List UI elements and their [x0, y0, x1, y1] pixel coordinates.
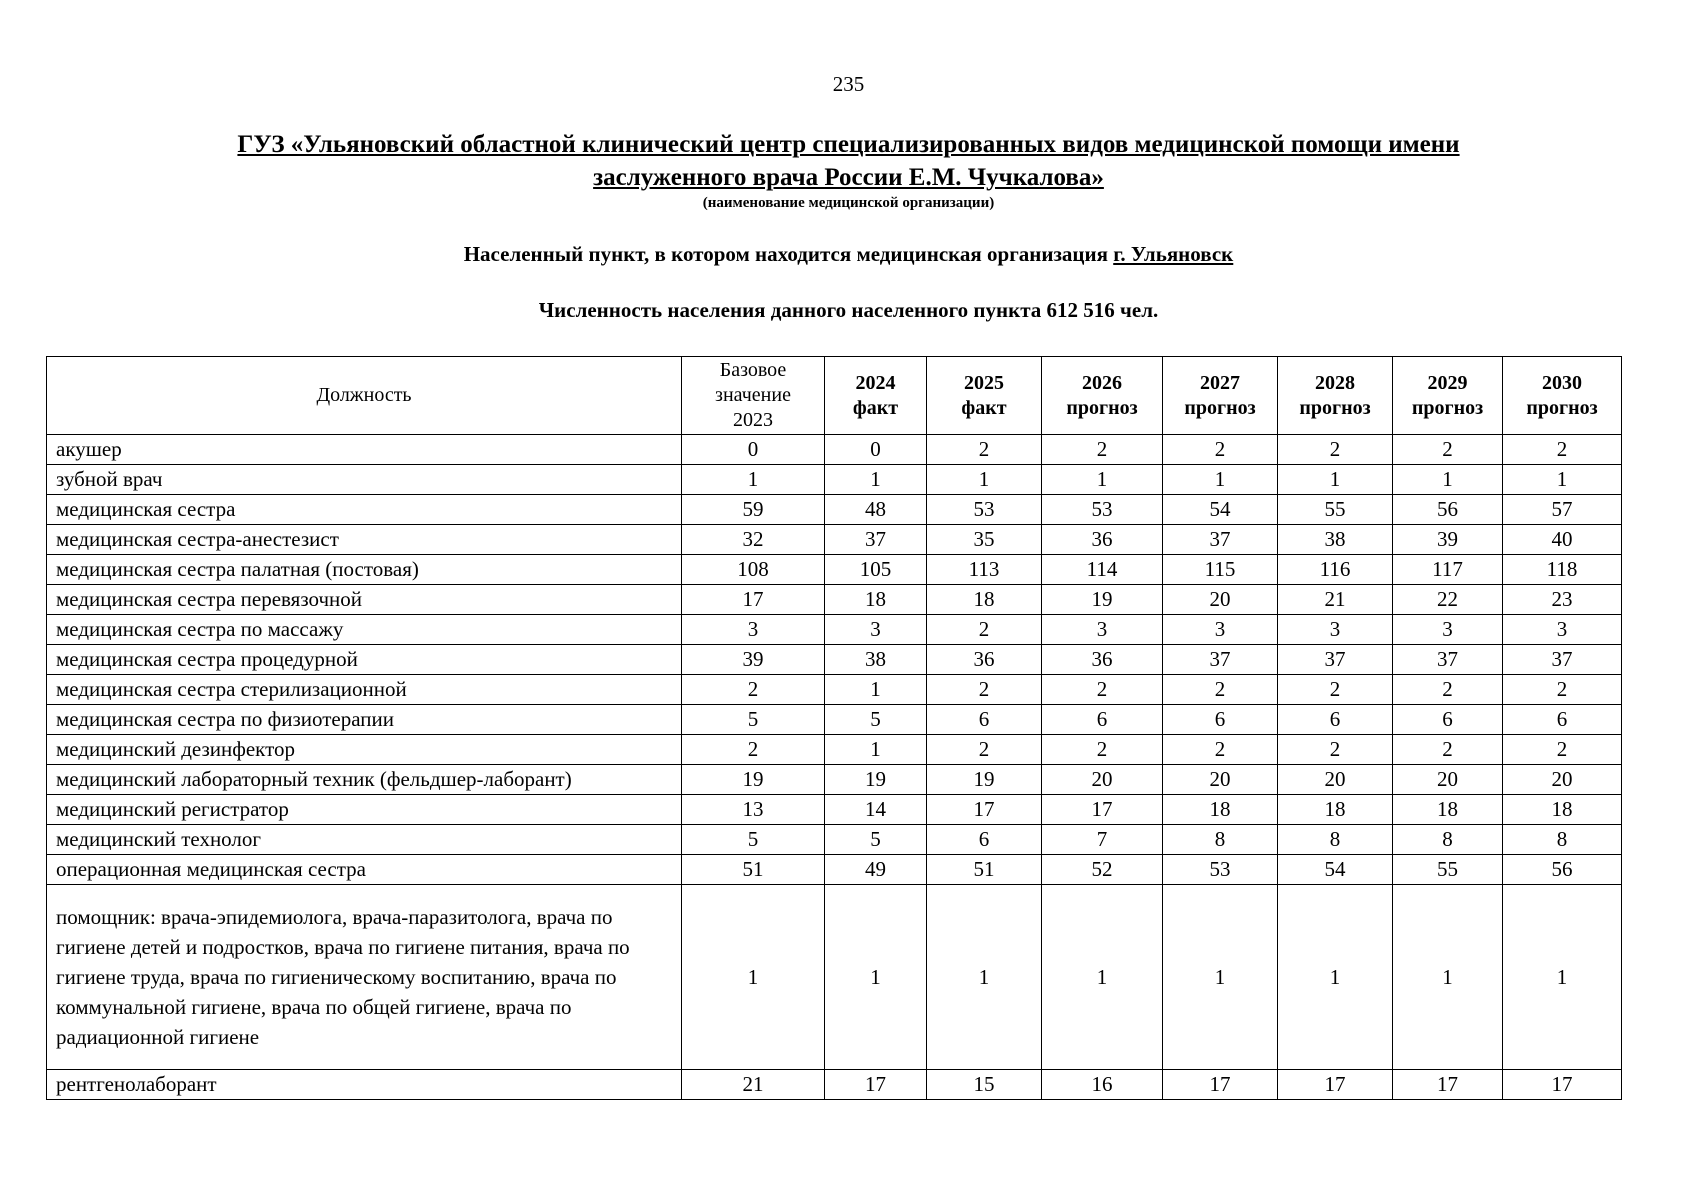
table-row	[47, 495, 1622, 525]
value-cell: 38	[1278, 525, 1393, 555]
value-cell: 2	[1393, 435, 1503, 465]
value-cell: 18	[927, 585, 1042, 615]
value-cell: 2	[1163, 675, 1278, 705]
value-cell: 39	[682, 645, 825, 675]
header-base-line2: значение	[715, 384, 791, 406]
position-cell: медицинская сестра по физиотерапии	[47, 705, 682, 735]
table-row	[47, 465, 1622, 495]
locality-label: Населенный пункт, в котором находится медицинская организация	[463, 242, 1108, 266]
value-cell: 3	[682, 615, 825, 645]
value-cell: 20	[1503, 765, 1622, 795]
value-cell: 1	[825, 465, 927, 495]
header-2030	[1503, 357, 1622, 435]
header-2025	[927, 357, 1042, 435]
value-cell: 2	[927, 615, 1042, 645]
value-cell: 13	[682, 795, 825, 825]
header-kind: факт	[852, 396, 899, 419]
value-cell: 113	[927, 555, 1042, 585]
value-cell: 48	[825, 495, 927, 525]
value-cell: 39	[1393, 525, 1503, 555]
value-cell: 2	[1042, 735, 1163, 765]
value-cell: 1	[1393, 885, 1503, 1070]
value-cell: 37	[1163, 525, 1278, 555]
table-row	[47, 615, 1622, 645]
value-cell: 2	[1042, 675, 1163, 705]
header-year: 2025	[964, 371, 1004, 394]
table-row	[47, 885, 1622, 1070]
table-row	[47, 705, 1622, 735]
header-kind: прогноз	[1184, 396, 1256, 419]
table-row	[47, 795, 1622, 825]
value-cell: 56	[1503, 855, 1622, 885]
value-cell: 17	[825, 1070, 927, 1100]
value-cell: 37	[1278, 645, 1393, 675]
value-cell: 2	[1393, 675, 1503, 705]
value-cell: 37	[1393, 645, 1503, 675]
value-cell: 1	[1163, 885, 1278, 1070]
value-cell: 0	[825, 435, 927, 465]
value-cell: 3	[1503, 615, 1622, 645]
header-base	[682, 357, 825, 435]
position-cell: медицинская сестра-анестезист	[47, 525, 682, 555]
value-cell: 2	[1503, 735, 1622, 765]
position-cell: медицинская сестра стерилизационной	[47, 675, 682, 705]
value-cell: 2	[682, 675, 825, 705]
position-cell: медицинский лабораторный техник (фельдшер-лаборант)	[47, 765, 682, 795]
value-cell: 20	[1042, 765, 1163, 795]
value-cell: 3	[1393, 615, 1503, 645]
value-cell: 5	[825, 705, 927, 735]
table-header-row	[47, 357, 1622, 435]
value-cell: 17	[1503, 1070, 1622, 1100]
value-cell: 32	[682, 525, 825, 555]
value-cell: 19	[682, 765, 825, 795]
header-kind: прогноз	[1526, 396, 1598, 419]
value-cell: 1	[682, 885, 825, 1070]
value-cell: 3	[1163, 615, 1278, 645]
header-year: 2026	[1082, 371, 1122, 394]
value-cell: 1	[927, 885, 1042, 1070]
value-cell: 117	[1393, 555, 1503, 585]
value-cell: 18	[1393, 795, 1503, 825]
organization-caption: (наименование медицинской организации)	[702, 195, 995, 211]
value-cell: 8	[1163, 825, 1278, 855]
header-kind: факт	[961, 396, 1007, 419]
value-cell: 52	[1042, 855, 1163, 885]
page-number: 235	[832, 72, 865, 96]
value-cell: 15	[927, 1070, 1042, 1100]
value-cell: 22	[1393, 585, 1503, 615]
value-cell: 19	[1042, 585, 1163, 615]
table-row	[47, 525, 1622, 555]
value-cell: 16	[1042, 1070, 1163, 1100]
header-base-line3: 2023	[733, 409, 773, 431]
value-cell: 2	[927, 675, 1042, 705]
value-cell: 1	[927, 465, 1042, 495]
value-cell: 1	[1042, 465, 1163, 495]
value-cell: 17	[1042, 795, 1163, 825]
position-cell: медицинская сестра по массажу	[47, 615, 682, 645]
value-cell: 2	[1278, 675, 1393, 705]
value-cell: 37	[1503, 645, 1622, 675]
value-cell: 8	[1278, 825, 1393, 855]
value-cell: 18	[1163, 795, 1278, 825]
value-cell: 108	[682, 555, 825, 585]
value-cell: 20	[1278, 765, 1393, 795]
position-cell: медицинская сестра процедурной	[47, 645, 682, 675]
value-cell: 105	[825, 555, 927, 585]
value-cell: 49	[825, 855, 927, 885]
position-cell: операционная медицинская сестра	[47, 855, 682, 885]
header-kind: прогноз	[1299, 396, 1371, 419]
value-cell: 21	[1278, 585, 1393, 615]
value-cell: 8	[1503, 825, 1622, 855]
value-cell: 3	[825, 615, 927, 645]
value-cell: 2	[682, 735, 825, 765]
header-2026	[1042, 357, 1163, 435]
header-base-line1: Базовое	[719, 359, 787, 381]
value-cell: 14	[825, 795, 927, 825]
value-cell: 116	[1278, 555, 1393, 585]
value-cell: 23	[1503, 585, 1622, 615]
header-year: 2028	[1315, 371, 1355, 394]
header-year: 2024	[855, 371, 896, 394]
value-cell: 17	[1163, 1070, 1278, 1100]
value-cell: 17	[927, 795, 1042, 825]
locality-line	[0, 242, 1697, 267]
value-cell: 40	[1503, 525, 1622, 555]
value-cell: 54	[1163, 495, 1278, 525]
header-2024	[825, 357, 927, 435]
position-cell: рентгенолаборант	[47, 1070, 682, 1100]
value-cell: 1	[825, 885, 927, 1070]
value-cell: 19	[927, 765, 1042, 795]
header-position: Должность	[47, 357, 682, 435]
position-cell: помощник: врача-эпидемиолога, врача-паразитолога, врача по гигиене детей и подростков, врача по гигиене питания, врача по гигиене труда, врача по гигиеническому воспитанию, врача по коммунальной гигиене, врача по общей гигиене, врача по радиационной гигиене	[47, 885, 682, 1070]
value-cell: 0	[682, 435, 825, 465]
header-2027	[1163, 357, 1278, 435]
value-cell: 8	[1393, 825, 1503, 855]
value-cell: 6	[927, 705, 1042, 735]
table-row	[47, 675, 1622, 705]
value-cell: 1	[825, 675, 927, 705]
value-cell: 5	[825, 825, 927, 855]
value-cell: 17	[1393, 1070, 1503, 1100]
position-cell: медицинский регистратор	[47, 795, 682, 825]
value-cell: 57	[1503, 495, 1622, 525]
value-cell: 1	[1278, 885, 1393, 1070]
value-cell: 6	[1042, 705, 1163, 735]
value-cell: 1	[1042, 885, 1163, 1070]
value-cell: 1	[1393, 465, 1503, 495]
value-cell: 18	[1278, 795, 1393, 825]
value-cell: 21	[682, 1070, 825, 1100]
value-cell: 6	[1163, 705, 1278, 735]
value-cell: 1	[682, 465, 825, 495]
value-cell: 17	[1278, 1070, 1393, 1100]
locality-name: г. Ульяновск	[1113, 242, 1234, 266]
value-cell: 1	[1163, 465, 1278, 495]
value-cell: 2	[1503, 675, 1622, 705]
value-cell: 18	[1503, 795, 1622, 825]
table-row	[47, 825, 1622, 855]
value-cell: 6	[1278, 705, 1393, 735]
organization-title-line1: ГУЗ «Ульяновский областной клинический центр специализированных видов медицинской помощи имени	[237, 131, 1460, 158]
table-row	[47, 765, 1622, 795]
value-cell: 36	[1042, 645, 1163, 675]
position-cell: медицинская сестра палатная (постовая)	[47, 555, 682, 585]
value-cell: 2	[1278, 735, 1393, 765]
value-cell: 1	[1278, 465, 1393, 495]
organization-title-line2: заслуженного врача России Е.М. Чучкалова»	[593, 164, 1104, 191]
value-cell: 59	[682, 495, 825, 525]
value-cell: 5	[682, 705, 825, 735]
value-cell: 115	[1163, 555, 1278, 585]
value-cell: 36	[1042, 525, 1163, 555]
value-cell: 36	[927, 645, 1042, 675]
value-cell: 20	[1163, 585, 1278, 615]
value-cell: 2	[1163, 435, 1278, 465]
header-year: 2027	[1200, 371, 1240, 394]
table-row	[47, 555, 1622, 585]
organization-title	[60, 128, 1637, 194]
value-cell: 56	[1393, 495, 1503, 525]
value-cell: 6	[1393, 705, 1503, 735]
position-cell: медицинская сестра перевязочной	[47, 585, 682, 615]
value-cell: 2	[1393, 735, 1503, 765]
value-cell: 2	[1042, 435, 1163, 465]
value-cell: 1	[1503, 885, 1622, 1070]
value-cell: 3	[1278, 615, 1393, 645]
position-cell: медицинский технолог	[47, 825, 682, 855]
position-cell: медицинский дезинфектор	[47, 735, 682, 765]
value-cell: 37	[1163, 645, 1278, 675]
value-cell: 114	[1042, 555, 1163, 585]
value-cell: 38	[825, 645, 927, 675]
value-cell: 17	[682, 585, 825, 615]
value-cell: 55	[1393, 855, 1503, 885]
value-cell: 53	[1163, 855, 1278, 885]
table-row	[47, 855, 1622, 885]
value-cell: 5	[682, 825, 825, 855]
value-cell: 7	[1042, 825, 1163, 855]
population-line: Численность населения данного населенного пункта 612 516 чел.	[538, 298, 1159, 322]
table-row	[47, 1070, 1622, 1100]
table-row	[47, 585, 1622, 615]
value-cell: 3	[1042, 615, 1163, 645]
header-kind: прогноз	[1066, 396, 1138, 419]
position-cell: зубной врач	[47, 465, 682, 495]
value-cell: 20	[1163, 765, 1278, 795]
value-cell: 19	[825, 765, 927, 795]
header-year: 2030	[1542, 371, 1582, 394]
value-cell: 55	[1278, 495, 1393, 525]
value-cell: 2	[1163, 735, 1278, 765]
value-cell: 2	[1503, 435, 1622, 465]
value-cell: 1	[825, 735, 927, 765]
value-cell: 1	[1503, 465, 1622, 495]
table-row	[47, 435, 1622, 465]
value-cell: 118	[1503, 555, 1622, 585]
value-cell: 6	[1503, 705, 1622, 735]
value-cell: 37	[825, 525, 927, 555]
value-cell: 35	[927, 525, 1042, 555]
position-cell: медицинская сестра	[47, 495, 682, 525]
value-cell: 53	[927, 495, 1042, 525]
value-cell: 2	[1278, 435, 1393, 465]
value-cell: 54	[1278, 855, 1393, 885]
value-cell: 2	[927, 735, 1042, 765]
table-row	[47, 735, 1622, 765]
position-cell: акушер	[47, 435, 682, 465]
value-cell: 51	[927, 855, 1042, 885]
header-2029	[1393, 357, 1503, 435]
value-cell: 20	[1393, 765, 1503, 795]
staff-table	[46, 356, 1622, 1100]
header-year: 2029	[1427, 371, 1468, 394]
header-kind: прогноз	[1411, 396, 1484, 419]
value-cell: 51	[682, 855, 825, 885]
value-cell: 53	[1042, 495, 1163, 525]
header-2028	[1278, 357, 1393, 435]
value-cell: 6	[927, 825, 1042, 855]
staff-table-body	[47, 435, 1622, 1100]
value-cell: 18	[825, 585, 927, 615]
table-row	[47, 645, 1622, 675]
value-cell: 2	[927, 435, 1042, 465]
